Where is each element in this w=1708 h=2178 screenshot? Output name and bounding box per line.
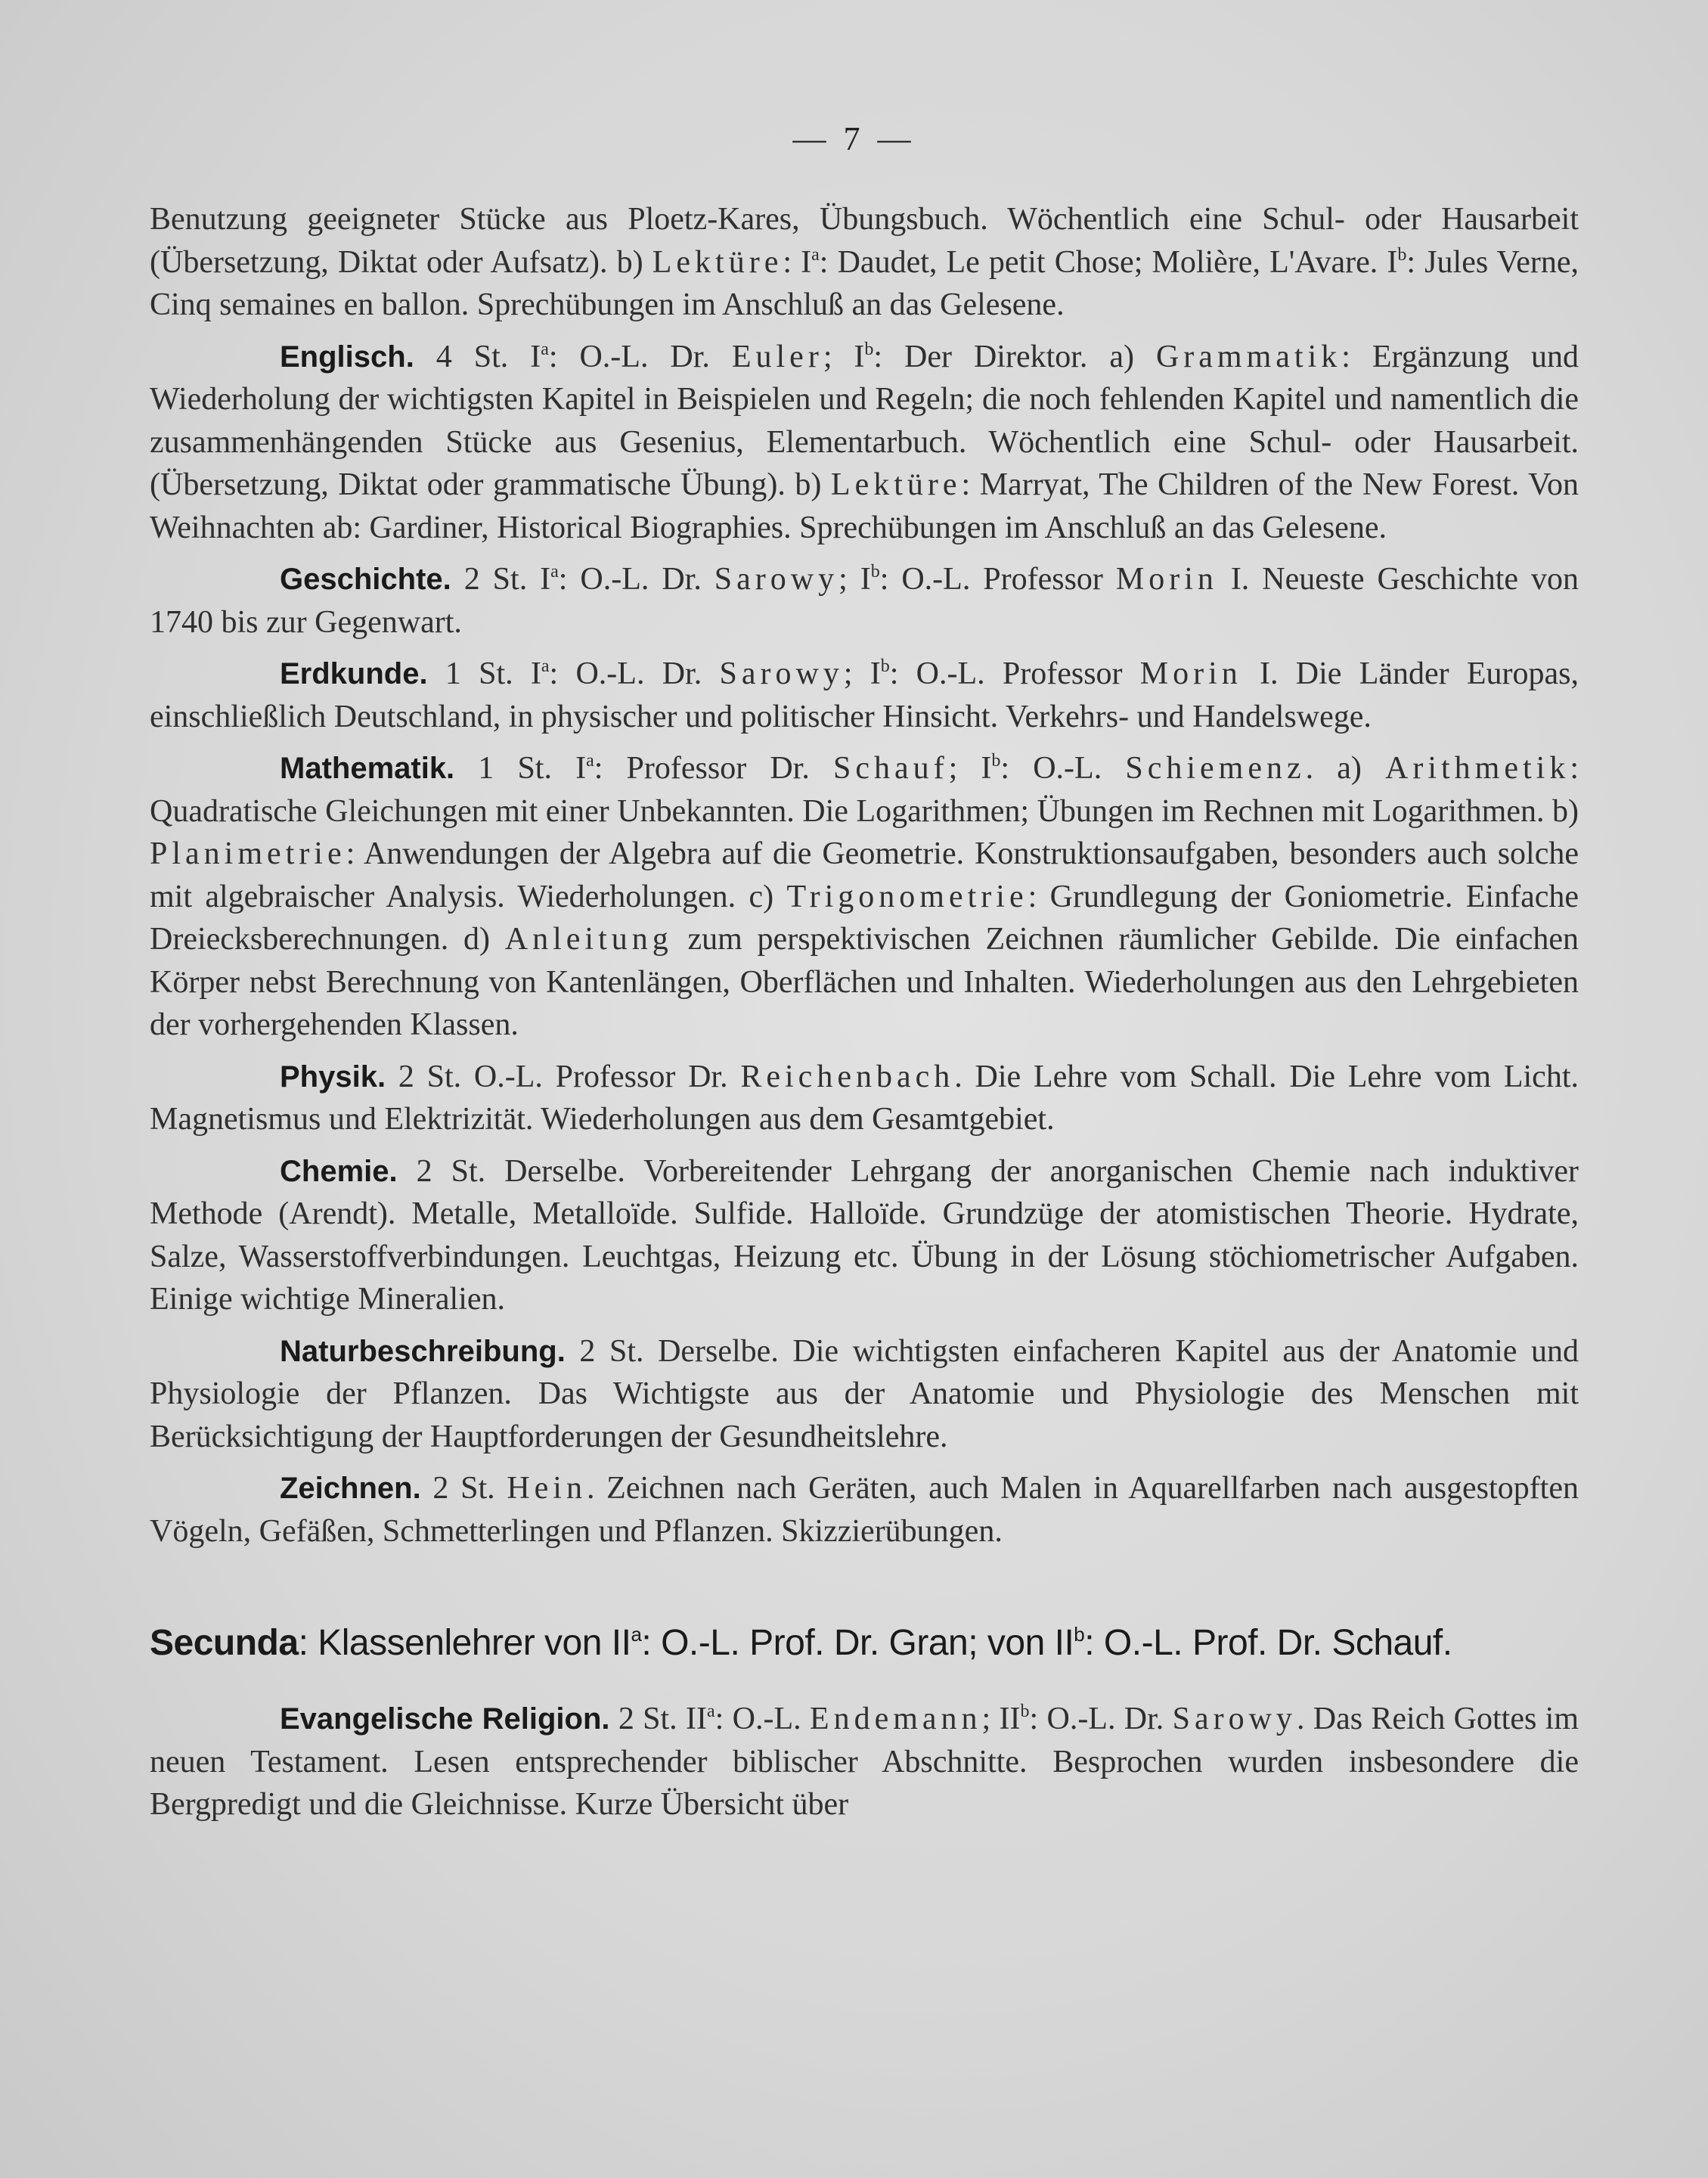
text: 2 St. O.-L. Professor Dr. bbox=[386, 1059, 741, 1094]
superscript: b bbox=[880, 656, 890, 676]
paragraph-erdkunde bbox=[150, 653, 1579, 738]
text: zum perspektivischen Zeichnen räumlicher Gebilde. Die einfachen Körper nebst Berechnung von Kantenlängen, Oberflächen und Inhalten. Wiederholungen aus den Lehrgebieten der vorhergehenden Klassen. bbox=[150, 922, 1579, 1042]
spaced-term: Grammatik bbox=[1155, 339, 1342, 374]
teacher-name: Reichenbach bbox=[740, 1059, 955, 1094]
paragraph-franzoesisch-continued bbox=[150, 198, 1579, 327]
text: 1 St. I bbox=[454, 751, 587, 786]
superscript: b bbox=[1020, 1702, 1030, 1721]
superscript: a bbox=[541, 656, 550, 676]
superscript: a bbox=[550, 562, 559, 582]
superscript: b bbox=[1397, 244, 1407, 265]
text: 4 St. I bbox=[414, 339, 541, 374]
text: : O.-L. Prof. Dr. Schauf. bbox=[1084, 1623, 1452, 1663]
superscript: a bbox=[706, 1702, 715, 1721]
text: : Ergänzung und Wiederholung der wichtigsten Kapitel in Beispielen und Regeln; die noch fehlenden Kapitel und namentlich die zusammenhängenden Stücke aus Gesenius, Elementarbuch. Wöchentlich eine Schul- oder Hausarbeit. (Übersetzung, Diktat oder grammatische Übung). b) bbox=[150, 339, 1579, 502]
superscript: a bbox=[586, 751, 594, 771]
text: ; I bbox=[823, 339, 865, 374]
text: I. Die Länder Europas, einschließlich Deutschland, in physischer und politischer Hinsicht. Verkehrs- und Handelswege. bbox=[150, 656, 1579, 734]
paragraph-mathematik bbox=[150, 747, 1579, 1047]
paragraph-physik bbox=[150, 1056, 1579, 1141]
paragraph-evangelische-religion bbox=[150, 1698, 1579, 1826]
text: : Jules Verne, Cinq semaines en ballon. Sprechübungen im Anschluß an das Gelesene. bbox=[150, 244, 1579, 322]
subject-heading: Naturbeschreibung. bbox=[280, 1334, 566, 1368]
teacher-name: Euler bbox=[731, 339, 823, 374]
subject-heading: Mathematik. bbox=[280, 752, 455, 785]
section-title: Secunda bbox=[150, 1623, 299, 1663]
teacher-name: Morin bbox=[1139, 656, 1242, 691]
teacher-name: Hein bbox=[507, 1471, 587, 1506]
page-number: — 7 — bbox=[792, 120, 916, 157]
subject-heading: Erdkunde. bbox=[280, 657, 428, 690]
spaced-term: Lektüre bbox=[830, 467, 962, 502]
text: : Klassenlehrer von II bbox=[298, 1623, 631, 1663]
superscript: a bbox=[811, 244, 820, 265]
superscript: b bbox=[870, 562, 880, 582]
text: . Das Reich Gottes im neuen Testament. Lesen entsprechender biblischer Abschnitte. Besprochen wurden insbesondere die Bergpredigt und die Gleichnisse. Kurze Übersicht über bbox=[150, 1702, 1579, 1822]
text: : Anwendungen der Algebra auf die Geometrie. Konstruktionsaufgaben, besonders auch solche mit algebraischer Analysis. Wiederholungen. c) bbox=[150, 836, 1579, 914]
text: Benutzung geeigneter Stücke aus Ploetz-Kares, Übungsbuch. Wöchentlich eine Schul- oder Hausarbeit (Übersetzung, Diktat oder Aufsatz). b) bbox=[150, 202, 1579, 280]
text: . Zeichnen nach Geräten, auch Malen in Aquarellfarben nach ausgestopften Vögeln, Gefäßen, Schmetterlingen und Pflanzen. Skizzierübungen. bbox=[150, 1471, 1579, 1549]
text: : O.-L. Dr. bbox=[549, 656, 720, 691]
teacher-name: Morin bbox=[1115, 562, 1218, 597]
subject-heading: Geschichte. bbox=[280, 563, 451, 596]
subject-heading: Englisch. bbox=[280, 340, 414, 374]
text: : O.-L. Dr. bbox=[548, 339, 732, 374]
text: 2 St. Derselbe. Vorbereitender Lehrgang der anorganischen Chemie nach induktiver Methode (Arendt). Metalle, Metalloïde. Sulfide. Halloïde. Grundzüge der atomistischen Theorie. Hydrate, Salze, Wasserstoffverbindungen. Leuchtgas, Heizung etc. Übung in der Lösung stöchiometrischer Aufgaben. Einige wichtige Mineralien. bbox=[150, 1153, 1579, 1317]
text: : Marryat, The Children of the New Forest. Von Weihnachten ab: Gardiner, Historical Biographies. Sprechübungen im Anschluß an das Gelesene. bbox=[150, 467, 1579, 545]
teacher-name: Sarowy bbox=[714, 562, 839, 597]
paragraph-zeichnen bbox=[150, 1467, 1579, 1553]
spaced-term: Lektüre bbox=[652, 244, 783, 280]
paragraph-geschichte bbox=[150, 558, 1579, 644]
text: 2 St. bbox=[420, 1471, 507, 1506]
paragraph-englisch bbox=[150, 336, 1579, 550]
text: ; II bbox=[981, 1702, 1021, 1736]
text: 1 St. I bbox=[427, 656, 541, 691]
text: 2 St. Derselbe. Die wichtigsten einfacheren Kapitel aus der Anatomie und Physiologie der Pflanzen. Das Wichtigste aus der Anatomie und Physiologie des Menschen mit Berücksichtigung der Hauptforderungen der Gesundheitslehre. bbox=[150, 1333, 1579, 1454]
section-heading-secunda bbox=[150, 1619, 1579, 1668]
superscript: b bbox=[864, 339, 874, 359]
text: : O.-L. bbox=[715, 1702, 810, 1736]
spaced-term: Anleitung bbox=[504, 922, 673, 957]
subject-heading: Zeichnen. bbox=[280, 1472, 421, 1505]
text: : O.-L. Dr. bbox=[558, 562, 715, 597]
subject-heading: Physik. bbox=[280, 1060, 386, 1094]
teacher-name: Sarowy bbox=[719, 656, 844, 691]
text: : Professor Dr. bbox=[594, 751, 833, 786]
superscript: b bbox=[1074, 1623, 1085, 1646]
spaced-term: Trigonometrie bbox=[786, 879, 1028, 914]
teacher-name: Sarowy bbox=[1172, 1702, 1297, 1736]
text: : Daudet, Le petit Chose; Molière, L'Avare. I bbox=[819, 244, 1398, 280]
paragraph-chemie bbox=[150, 1150, 1579, 1321]
text: ; I bbox=[948, 751, 992, 786]
page-body bbox=[150, 198, 1579, 1826]
text: 2 St. II bbox=[609, 1702, 707, 1736]
text: I. Neueste Geschichte von 1740 bis zur Gegenwart. bbox=[150, 562, 1579, 640]
text: : Grundlegung der Goniometrie. Einfache Dreiecksberechnungen. d) bbox=[150, 879, 1579, 957]
superscript: b bbox=[991, 751, 1001, 771]
text: : O.-L. Dr. bbox=[1029, 1702, 1173, 1736]
text: : O.-L. bbox=[1000, 751, 1126, 786]
text: : O.-L. Professor bbox=[879, 562, 1116, 597]
text: 2 St. I bbox=[451, 562, 551, 597]
text: : Der Direktor. a) bbox=[873, 339, 1156, 374]
text: ; I bbox=[839, 562, 871, 597]
spaced-term: Arithmetik bbox=[1385, 751, 1570, 786]
text: . Die Lehre vom Schall. Die Lehre vom Licht. Magnetismus und Elektrizität. Wiederholungen aus dem Gesamtgebiet. bbox=[150, 1059, 1579, 1137]
text: ; I bbox=[843, 656, 881, 691]
text: : Quadratische Gleichungen mit einer Unbekannten. Die Logarithmen; Übungen im Rechnen mit Logarithmen. b) bbox=[150, 751, 1579, 829]
teacher-name: Endemann bbox=[809, 1702, 982, 1736]
spaced-term: Planimetrie bbox=[150, 836, 346, 871]
subject-heading: Chemie. bbox=[280, 1154, 398, 1188]
subject-heading: Evangelische Religion. bbox=[280, 1702, 610, 1736]
teacher-name: Schiemenz bbox=[1125, 751, 1306, 786]
paragraph-naturbeschreibung bbox=[150, 1330, 1579, 1459]
text: : I bbox=[783, 244, 812, 280]
teacher-name: Schauf bbox=[832, 751, 949, 786]
text: : O.-L. Professor bbox=[889, 656, 1140, 691]
superscript: a bbox=[541, 339, 549, 359]
text: . a) bbox=[1305, 751, 1386, 786]
superscript: a bbox=[631, 1623, 642, 1646]
text: : O.-L. Prof. Dr. Gran; von II bbox=[641, 1623, 1074, 1663]
